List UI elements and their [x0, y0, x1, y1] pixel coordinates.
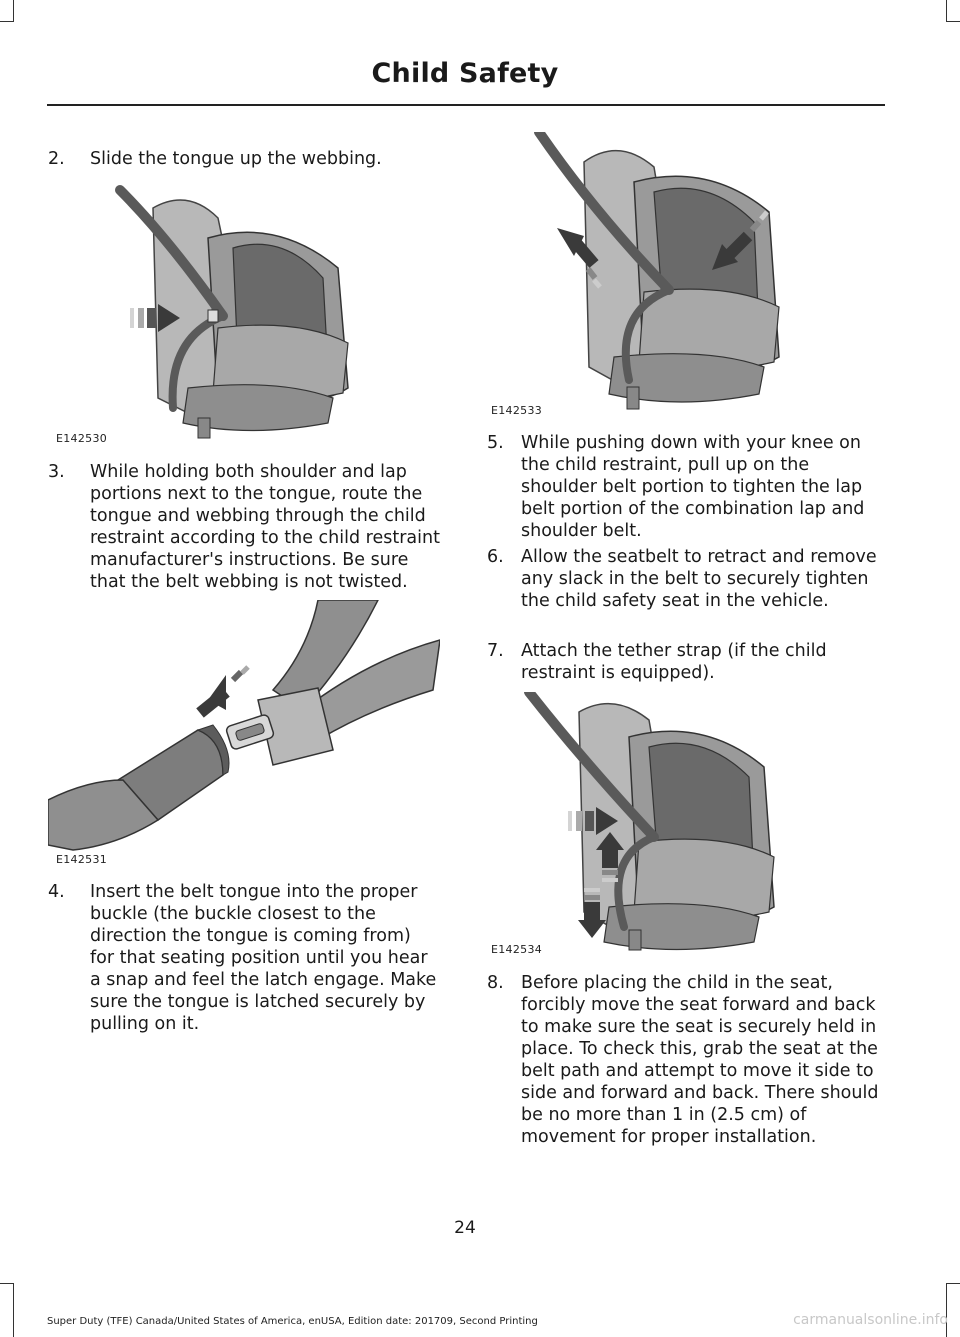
watermark: carmanualsonline.info: [793, 1312, 948, 1328]
figure-tether: [484, 692, 884, 957]
child-seat-illustration: [484, 692, 884, 957]
step-text: Allow the seatbelt to retract and remove any slack in the belt to securely tighten the child safety seat in the vehicle.: [521, 547, 877, 611]
child-seat-illustration: [48, 178, 440, 448]
footer-edition: Super Duty (TFE) Canada/United States of America, enUSA, Edition date: 201709, Second Printing: [47, 1316, 538, 1327]
figure-tighten-belt: [484, 132, 884, 417]
step-number: 5.: [487, 433, 504, 453]
figure-code: E142531: [56, 853, 108, 866]
step-text: Before placing the child in the seat, forcibly move the seat forward and back to make sure the seat is securely held in place. To check this, grab the seat at the belt path and attempt to move it side to side and forward and back. There should be no more than 1 in (2.5 cm) of movement for proper installation.: [521, 973, 879, 1147]
crop-mark: [13, 1283, 14, 1337]
step-number: 3.: [48, 462, 65, 482]
step-4: [48, 881, 440, 1035]
step-text: Insert the belt tongue into the proper buckle (the buckle closest to the direction the tongue is coming from) for that seating position until you hear a snap and feel the latch engage. Make sure the tongue is latched securely by pulling on it.: [90, 882, 437, 1034]
step-2: [48, 148, 440, 170]
figure-code: E142530: [56, 432, 108, 445]
crop-mark: [0, 21, 13, 22]
crop-mark: [13, 0, 14, 22]
step-number: 8.: [487, 973, 504, 993]
crop-mark: [947, 1283, 960, 1284]
crop-mark: [946, 0, 947, 22]
step-number: 7.: [487, 641, 504, 661]
child-seat-illustration: [484, 132, 884, 417]
crop-mark: [947, 21, 960, 22]
step-number: 6.: [487, 547, 504, 567]
page-number: 24: [454, 1218, 476, 1238]
figure-buckle: [48, 600, 440, 870]
step-3: [48, 461, 440, 593]
step-6: [487, 546, 881, 612]
step-7: [487, 640, 881, 684]
step-8: [487, 972, 881, 1148]
crop-mark: [946, 1283, 947, 1337]
figure-seat-tongue: [48, 178, 440, 448]
step-5: [487, 432, 881, 542]
crop-mark: [0, 1283, 13, 1284]
header-rule: [47, 104, 885, 106]
figure-code: E142534: [491, 943, 543, 956]
step-text: Slide the tongue up the webbing.: [90, 149, 382, 169]
step-text: While holding both shoulder and lap portions next to the tongue, route the tongue and webbing through the child restraint according to the child restraint manufacturer's instructions. Be sure that the belt webbing is not twisted.: [90, 462, 440, 592]
step-text: Attach the tether strap (if the child restraint is equipped).: [521, 641, 827, 683]
buckle-illustration: [48, 600, 440, 870]
step-text: While pushing down with your knee on the child restraint, pull up on the shoulder belt portion to tighten the lap belt portion of the combination lap and shoulder belt.: [521, 433, 865, 541]
page-title: Child Safety: [371, 58, 559, 89]
figure-code: E142533: [491, 404, 543, 417]
step-number: 2.: [48, 149, 65, 169]
step-number: 4.: [48, 882, 65, 902]
